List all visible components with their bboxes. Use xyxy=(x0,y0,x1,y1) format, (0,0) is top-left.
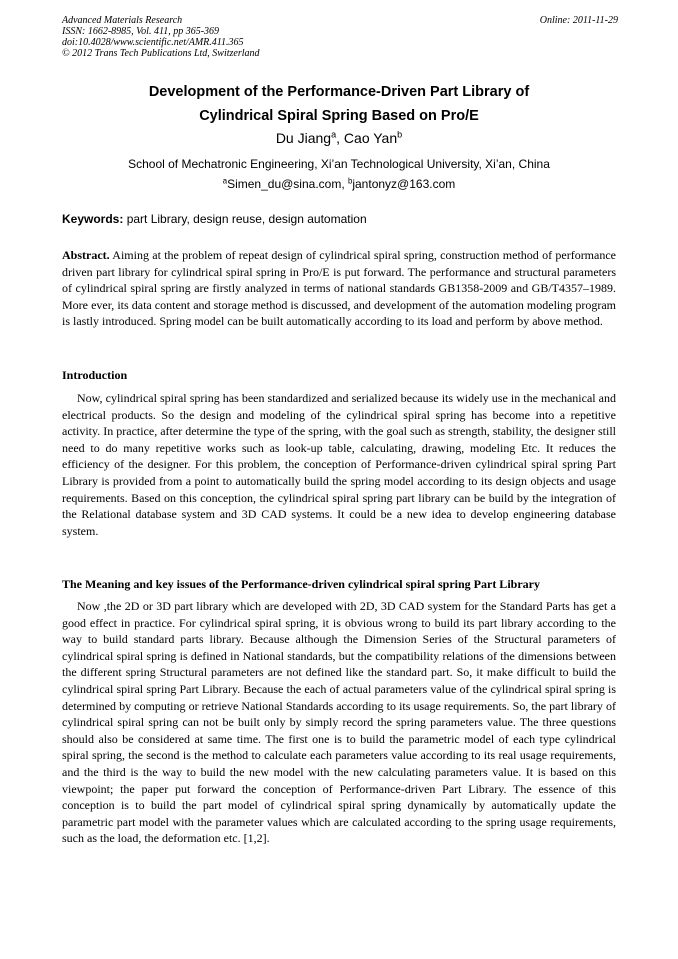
email-address: jantonyz@163.com xyxy=(352,177,456,191)
copyright-line: © 2012 Trans Tech Publications Ltd, Switzerland xyxy=(62,48,260,59)
paragraph: Now ,the 2D or 3D part library which are developed with 2D, 3D CAD system for the Standard Parts has get a good effect in practice. For cylindrical spiral spring, it is obvious wrong to build its part library according to the way to build standard parts library. Because although the Dimension Series of the Structural parameters of cylindrical spiral spring is defined in National standards, but the compatibility relations of the dimensions between the different spring Structural parameters are not defined like the standard part. So, it make difficult to build the cylindrical spiral spring Part Library. Because the each of actual parameters value of the cylindrical spiral spring is determined by computing or retrieve National Standards according to its usage requirements. So, the part library of cylindrical spiral spring can not be built only by simply record the spring parameters value. The three questions should also be considered at same time. The first one is to build the parametric model of each type cylindrical spiral spring, the second is the method to calculate each parameters value according to its real usage requirements, and the third is the way to build the new model with the new calculating parameters value. It is based on this viewpoint; the paper put forward the conception of Performance-driven Part Library. The essence of this conception is to build the part model of cylindrical spiral spring dynamically by automatically update the parametric part model with the parameter values which are calculated according to the spring usage requirements, such as the load, the deformation etc. [1,2]. xyxy=(62,599,616,846)
keywords xyxy=(62,211,618,227)
section-heading-introduction: Introduction xyxy=(62,368,128,382)
paper-title-line-1: Development of the Performance-Driven Part Library of xyxy=(148,84,530,100)
author-separator: , xyxy=(336,130,344,146)
section-heading-meaning: The Meaning and key issues of the Performance-driven cylindrical spiral spring Part Library xyxy=(62,577,540,591)
author-emails xyxy=(40,176,638,192)
abstract-text: Aiming at the problem of repeat design of cylindrical spiral spring, construction method of performance driven part library for cylindrical spiral spring in Pro/E is put forward. The performance and structural parameters of cylindrical spiral spring are firstly analyzed in terms of national standards GB1358-2009 and GB/T4357–1989. More ever, its data content and storage method is discussed, and development of the automation modeling program is lastly introduced. Spring model can be built automatically according to its load and perform by above method. xyxy=(62,248,616,329)
email-mark: a xyxy=(222,176,228,186)
email-address: Simen_du@sina.com, xyxy=(227,177,348,191)
issn-line: ISSN: 1662-8985, Vol. 411, pp 365-369 xyxy=(62,26,220,37)
author-affil-mark: a xyxy=(331,129,337,140)
abstract-label: Abstract. xyxy=(62,248,110,262)
author-list xyxy=(40,128,638,148)
keywords-text: part Library, design reuse, design automation xyxy=(123,212,367,226)
section-introduction xyxy=(62,390,616,539)
doi-line: doi:10.4028/www.scientific.net/AMR.411.365 xyxy=(62,37,244,48)
author-affil-mark: b xyxy=(397,129,403,140)
journal-header xyxy=(62,15,618,59)
keywords-label: Keywords: xyxy=(62,212,124,226)
affiliation: School of Mechatronic Engineering, Xi’an Technological University, Xi’an, China xyxy=(128,157,550,171)
journal-name: Advanced Materials Research xyxy=(62,15,183,26)
paragraph: Now, cylindrical spiral spring has been standardized and serialized because its widely use in the mechanical and electrical products. So the design and modeling of the cylindrical spiral spring has become into a repetitive activity. In practice, after determine the type of the spring, with the goal such as strength, stability, the designer still need to do many repetitive works such as look-up table, calculating, drawing, modeling Etc. It reduces the efficiency of the designer. For this problem, the conception of Performance-driven cylindrical spiral spring Part Library is provided from a point to automatically build the spring model according to its design objects and usage requirements. Based on this conception, the cylindrical spiral spring part library can be build by the integration of the Relational database system and 3D CAD systems. It could be a new idea to develop engineering database system. xyxy=(62,391,616,538)
paper-title-line-2: Cylindrical Spiral Spring Based on Pro/E xyxy=(199,108,479,124)
author-name: Cao Yan xyxy=(343,130,398,146)
author-name: Du Jiang xyxy=(275,130,332,146)
online-date: Online: 2011-11-29 xyxy=(539,15,618,26)
email-mark: b xyxy=(348,176,353,186)
section-meaning xyxy=(62,598,616,847)
abstract xyxy=(62,247,616,330)
